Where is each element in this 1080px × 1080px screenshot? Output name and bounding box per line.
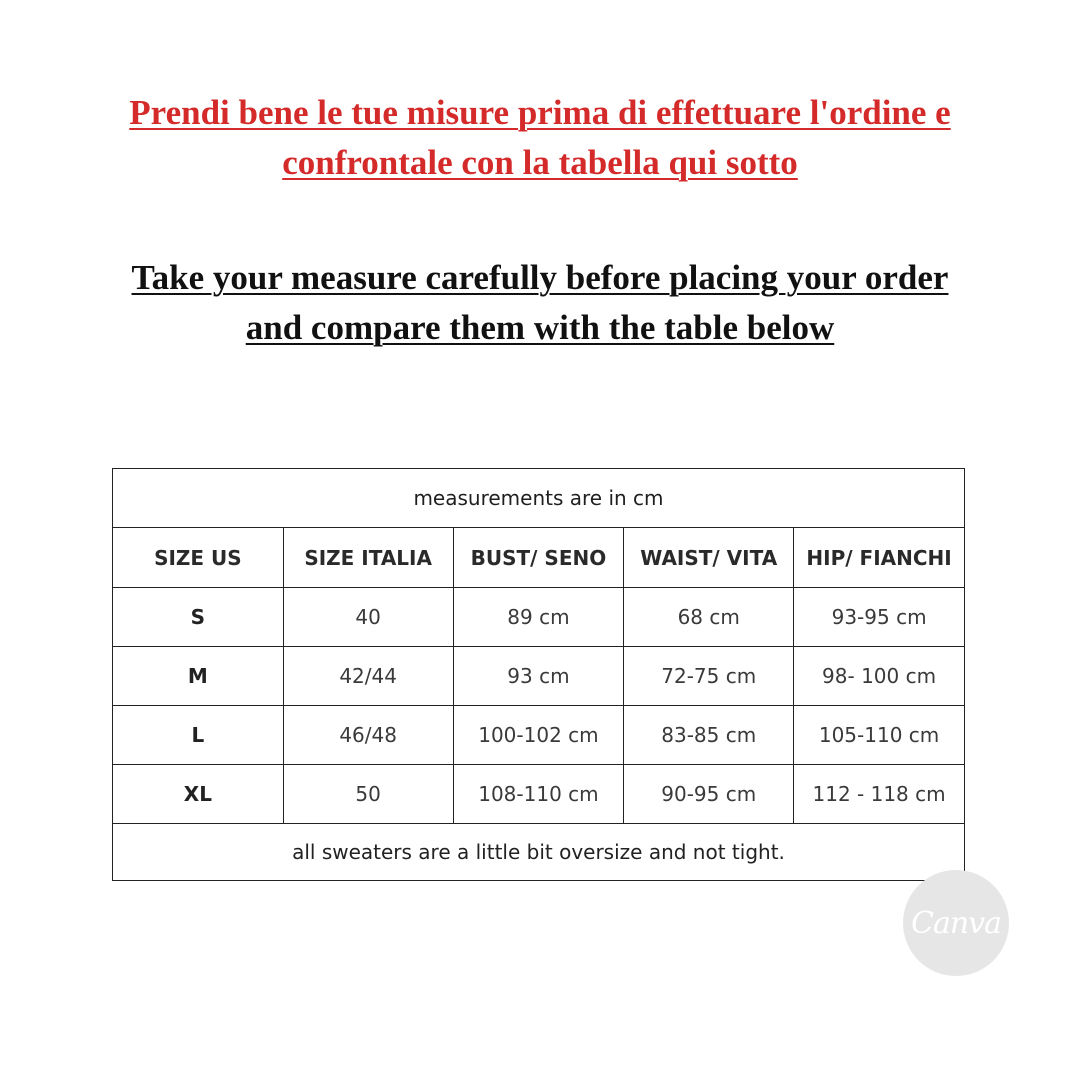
column-header-size-us: SIZE US — [113, 528, 284, 588]
cell-size-italia: 50 — [283, 765, 453, 824]
cell-size-italia: 42/44 — [283, 647, 453, 706]
cell-bust: 89 cm — [453, 588, 624, 647]
english-instruction-heading — [0, 253, 1080, 353]
cell-hip: 98- 100 cm — [794, 647, 965, 706]
cell-hip: 93-95 cm — [794, 588, 965, 647]
table-row — [113, 588, 965, 647]
cell-waist: 68 cm — [624, 588, 794, 647]
column-header-waist: WAIST/ VITA — [624, 528, 794, 588]
cell-size-italia: 40 — [283, 588, 453, 647]
english-heading-line-2: and compare them with the table below — [245, 308, 835, 347]
cell-waist: 90-95 cm — [624, 765, 794, 824]
cell-size-us: M — [113, 647, 284, 706]
canva-logo-text: Canva — [911, 905, 1001, 941]
column-header-hip: HIP/ FIANCHI — [794, 528, 965, 588]
italian-instruction-heading — [0, 88, 1080, 188]
table-row — [113, 647, 965, 706]
column-header-bust: BUST/ SENO — [453, 528, 624, 588]
table-row — [113, 765, 965, 824]
italian-heading-line-1: Prendi bene le tue misure prima di effettuare l'ordine e — [129, 93, 951, 132]
cell-hip: 112 - 118 cm — [794, 765, 965, 824]
cell-size-italia: 46/48 — [283, 706, 453, 765]
english-heading-line-1: Take your measure carefully before placing your order — [131, 258, 949, 297]
canva-watermark-logo — [903, 870, 1009, 976]
cell-size-us: S — [113, 588, 284, 647]
size-chart-table — [112, 468, 965, 881]
cell-size-us: L — [113, 706, 284, 765]
table-row — [113, 706, 965, 765]
table-footer-note: all sweaters are a little bit oversize and not tight. — [113, 824, 965, 881]
cell-hip: 105-110 cm — [794, 706, 965, 765]
table-caption: measurements are in cm — [113, 469, 965, 528]
column-header-size-italia: SIZE ITALIA — [283, 528, 453, 588]
cell-bust: 108-110 cm — [453, 765, 624, 824]
cell-bust: 100-102 cm — [453, 706, 624, 765]
cell-waist: 72-75 cm — [624, 647, 794, 706]
cell-size-us: XL — [113, 765, 284, 824]
italian-heading-line-2: confrontale con la tabella qui sotto — [282, 143, 798, 182]
cell-bust: 93 cm — [453, 647, 624, 706]
cell-waist: 83-85 cm — [624, 706, 794, 765]
table-header-row — [113, 528, 965, 588]
